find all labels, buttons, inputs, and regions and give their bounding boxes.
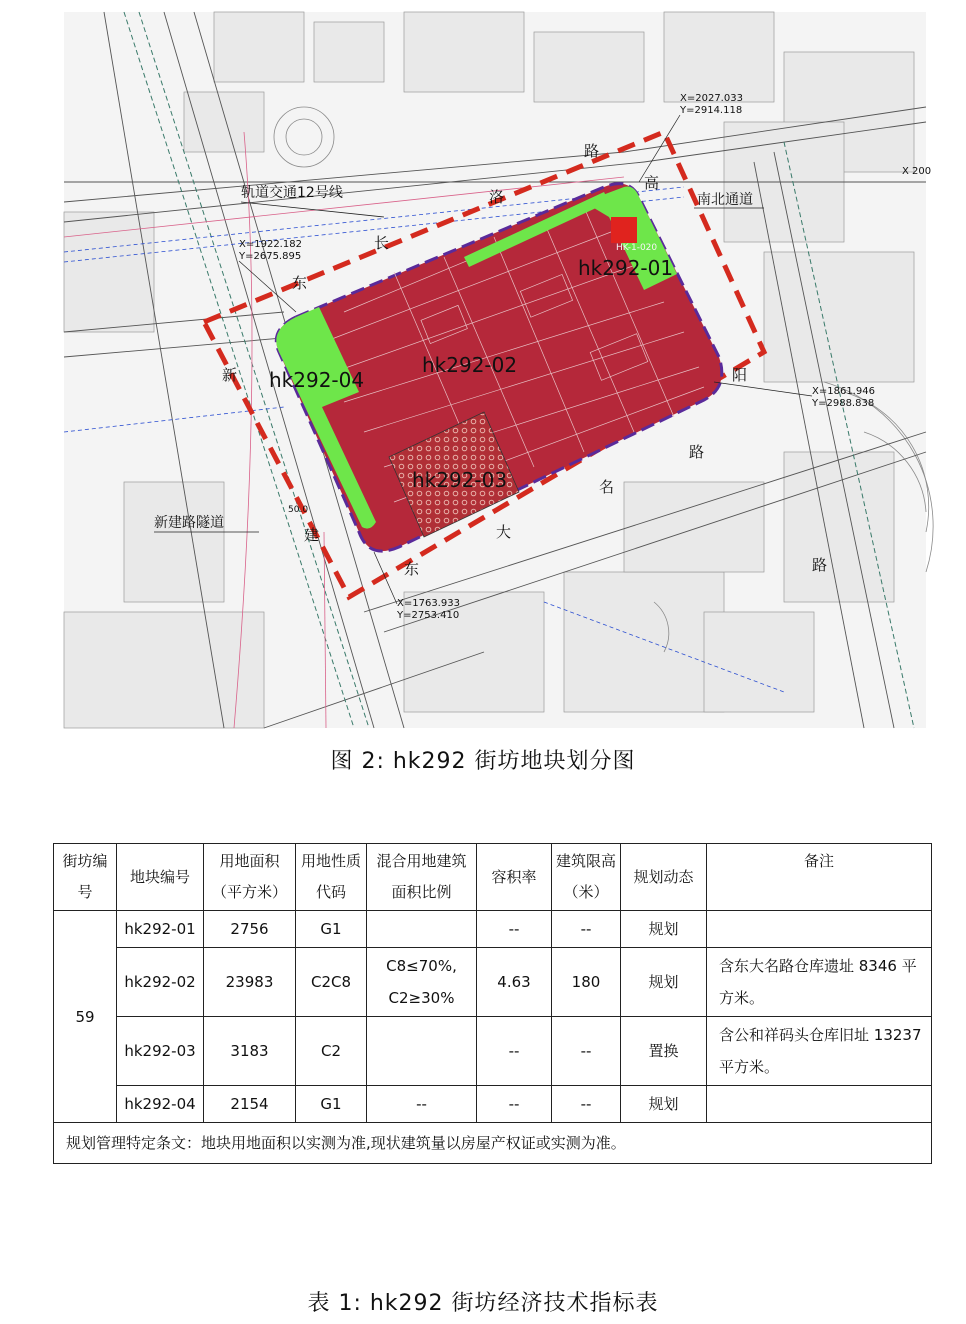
cell-mixed: -- bbox=[367, 1086, 477, 1123]
road-label-east-3: 路 bbox=[689, 443, 705, 461]
header-landuse: 用地性质代码 bbox=[296, 844, 367, 911]
road-label-east-1: 高 bbox=[644, 174, 660, 192]
figure-caption: 图 2: hk292 街坊地块划分图 bbox=[330, 749, 636, 774]
plot-label-01: hk292-01 bbox=[578, 256, 674, 280]
cell-height: 180 bbox=[552, 948, 621, 1017]
road-label-west-1: 新 bbox=[222, 366, 238, 384]
header-status: 规划动态 bbox=[621, 844, 707, 911]
cell-mixed bbox=[367, 1017, 477, 1086]
table-caption: 表 1: hk292 街坊经济技术指标表 bbox=[307, 1291, 659, 1316]
road-label-south-3: 东 bbox=[404, 560, 420, 578]
cell-plot: hk292-03 bbox=[117, 1017, 204, 1086]
cell-status: 规划 bbox=[621, 911, 707, 948]
cell-area: 2756 bbox=[204, 911, 296, 948]
cell-plot: hk292-01 bbox=[117, 911, 204, 948]
cell-plot: hk292-04 bbox=[117, 1086, 204, 1123]
cell-landuse: C2C8 bbox=[296, 948, 367, 1017]
metro-leader bbox=[241, 202, 384, 217]
cell-status: 规划 bbox=[621, 1086, 707, 1123]
road-label-north-2: 洛 bbox=[489, 188, 505, 206]
coord-sw-x: X=1763.933 bbox=[397, 598, 460, 609]
passage-label: 南北通道 bbox=[697, 192, 753, 208]
road-label-north-4: 东 bbox=[292, 274, 308, 292]
coord-e-x: X=1861.946 bbox=[812, 386, 875, 397]
header-plot: 地块编号 bbox=[117, 844, 204, 911]
coord-ne-x: X=2027.033 bbox=[680, 93, 743, 104]
cell-far: -- bbox=[477, 1017, 552, 1086]
cell-remark: 含东大名路仓库遗址 8346 平方米。 bbox=[707, 948, 932, 1017]
header-remark: 备注 bbox=[707, 844, 932, 911]
header-area: 用地面积（平方米） bbox=[204, 844, 296, 911]
coord-sw-y: Y=2753.410 bbox=[397, 610, 460, 621]
small-red-parcel bbox=[611, 217, 637, 243]
cell-far: -- bbox=[477, 911, 552, 948]
cell-area: 2154 bbox=[204, 1086, 296, 1123]
cell-landuse: G1 bbox=[296, 911, 367, 948]
table-header-row bbox=[54, 844, 932, 911]
edge-x-label: X 200 bbox=[902, 166, 932, 177]
road-label-north-3: 长 bbox=[374, 234, 390, 252]
cell-status: 置换 bbox=[621, 1017, 707, 1086]
table-note-row bbox=[54, 1123, 932, 1164]
economic-indicators-table bbox=[53, 843, 932, 1164]
table-row bbox=[54, 948, 932, 1017]
header-far: 容积率 bbox=[477, 844, 552, 911]
cell-remark bbox=[707, 1086, 932, 1123]
tunnel-label: 新建路隧道 bbox=[154, 515, 224, 531]
cell-far: 4.63 bbox=[477, 948, 552, 1017]
cell-landuse: G1 bbox=[296, 1086, 367, 1123]
road-label-south-2: 大 bbox=[496, 523, 512, 541]
road-label-south-4: 路 bbox=[812, 556, 828, 574]
road-label-south-1: 名 bbox=[599, 478, 615, 496]
coord-e-y: Y=2988.838 bbox=[812, 398, 875, 409]
cell-landuse: C2 bbox=[296, 1017, 367, 1086]
distance-label: 50.0 bbox=[288, 505, 309, 515]
cell-mixed: C8≤70%, C2≥30% bbox=[367, 948, 477, 1017]
plot-division-map bbox=[64, 12, 932, 728]
road-label-west-2: 建 bbox=[304, 526, 320, 544]
table-row bbox=[54, 911, 932, 948]
header-mixed: 混合用地建筑面积比例 bbox=[367, 844, 477, 911]
plot-label-04: hk292-04 bbox=[269, 368, 365, 392]
cell-remark bbox=[707, 911, 932, 948]
table-row bbox=[54, 1086, 932, 1123]
cell-plot: hk292-02 bbox=[117, 948, 204, 1017]
metro-label: 轨道交通12号线 bbox=[241, 185, 343, 201]
cell-height: -- bbox=[552, 1086, 621, 1123]
coord-nw-y: Y=2675.895 bbox=[239, 251, 302, 262]
map-canvas bbox=[64, 12, 932, 728]
cell-height: -- bbox=[552, 1017, 621, 1086]
plot-label-02: hk292-02 bbox=[422, 353, 518, 377]
table-note: 规划管理特定条文：地块用地面积以实测为准,现状建筑量以房屋产权证或实测为准。 bbox=[54, 1123, 932, 1164]
cell-area: 3183 bbox=[204, 1017, 296, 1086]
small-code-label: HK-1-020 bbox=[616, 243, 658, 253]
coord-nw-x: X=1922.182 bbox=[239, 239, 302, 250]
road-label-east-2: 阳 bbox=[732, 366, 748, 384]
block-number: 59 bbox=[54, 911, 117, 1123]
header-block: 街坊编号 bbox=[54, 844, 117, 911]
cell-area: 23983 bbox=[204, 948, 296, 1017]
road-label-north-1: 路 bbox=[584, 142, 600, 160]
table-row bbox=[54, 1017, 932, 1086]
cell-far: -- bbox=[477, 1086, 552, 1123]
coord-ne-y: Y=2914.118 bbox=[680, 105, 743, 116]
header-height: 建筑限高（米） bbox=[552, 844, 621, 911]
cell-remark: 含公和祥码头仓库旧址 13237 平方米。 bbox=[707, 1017, 932, 1086]
cell-height: -- bbox=[552, 911, 621, 948]
cell-status: 规划 bbox=[621, 948, 707, 1017]
plot-label-03: hk292-03 bbox=[412, 468, 508, 492]
cell-mixed bbox=[367, 911, 477, 948]
